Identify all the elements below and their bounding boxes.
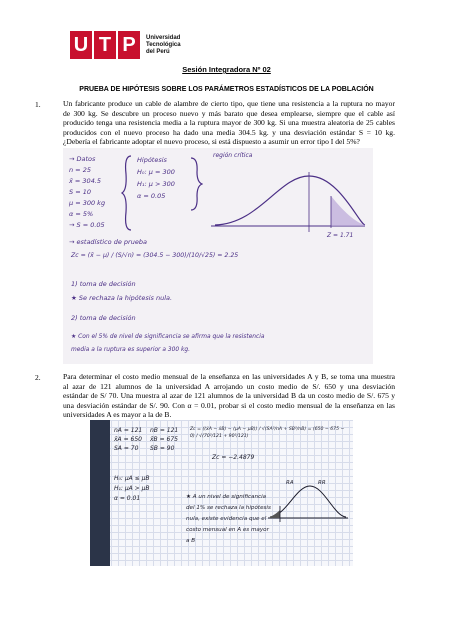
handwritten-solution-2 [90,420,353,566]
question-1-number: 1. [35,100,41,109]
logo-letter-u: U [70,31,92,59]
university-logo [70,30,181,60]
note2-conclusion: ★ A un nivel de significancia del 1% se rechaza la hipótesis nula, existe evidencia que el costo mensual en A es mayor a B [186,494,271,544]
question-2-number: 2. [35,373,41,382]
photo-edge [90,420,110,566]
note2-normal-curve [266,478,350,526]
normal-curve-plot [209,162,369,242]
brace-icon [189,156,203,212]
note2-zc: Zc = −2.4879 [212,454,255,461]
question-2-text: Para determinar el costo medio mensual de la enseñanza en las universidades A y B, se toma una muestra al azar de 121 alumnos de la universidad A arrojando un costo medio de S/. 650 y una desviación estándar de S/ 70. Una muestra al azar de 121 alumnos de la universidad B da un costo medio de S/. 675 y una desviación estándar de S/. 90. Con α = 0.01, probar si el costo medio mensual de la enseñanza en las universidades A es mayor a la de B. [63,372,395,420]
logo-wordmark: Universidad Tecnológica del Perú [146,34,181,55]
note1-hypotheses: Hipótesis H₀: μ = 300 H₁: μ > 300 α = 0.05 [137,156,175,200]
note1-formula: Zc = (x̄ − μ) / (S/√n) = (304.5 − 300)/(10/√25) = 2.25 [71,252,239,259]
note2-formula: Zc = ((x̄A − x̄B) − (μA − μB)) / √(SA²/nA + SB²/nB) = (650 − 675 − 0) / √(70²/121 + 90²/121) [190,427,345,439]
handwritten-solution-1 [63,148,373,364]
note2-hypotheses: H₀: μA ≤ μB H₁: μA > μB α = 0.01 [114,475,150,502]
region-label: región crítica [213,152,253,159]
document-heading: PRUEBA DE HIPÓTESIS SOBRE LOS PARÁMETROS ESTADÍSTICOS DE LA POBLACIÓN [79,86,374,93]
critical-z-label: Z = 1.71 [327,232,354,239]
rejection-region-label: RR [318,480,326,486]
note1-conclusion-line-2: media a la ruptura es superior a 300 kg. [71,347,190,353]
question-1-text: Un fabricante produce un cable de alambre de cierto tipo, que tiene una resistencia a la ruptura no mayor de 300 kg. Se descubre un proceso nuevo y más barato que desea emplearse, siempre que el cable así producido tenga una resistencia media a la ruptura mayor de 300 kg. Si una muestra aleatoria de 25 cables producidos con el nuevo proceso ha dado una media 304.5 kg. y una desviación estándar S = 10 kg. ¿Debería el fabricante adoptar el nuevo proceso, si está dispuesto a asumir un error tipo I del 5%? [63,99,395,147]
note1-decision: ★ Se rechaza la hipótesis nula. [71,294,173,302]
brace-icon [121,154,135,232]
note1-conclusion-line-1: ★ Con el 5% de nivel de significancia se afirma que la resistencia [71,334,265,340]
note1-data-column: → Datos n = 25 x̄ = 304.5 S = 10 μ = 300 kg α = 5% → S = 0.05 [69,155,106,229]
logo-letter-p: P [118,31,140,59]
acceptance-region-label: RA [286,480,294,486]
note1-decision-heading-2: 2) toma de decisión [71,314,136,322]
note2-data-b: nB = 121 x̄B = 675 SB = 90 [150,427,179,452]
note1-stat-title: → estadístico de prueba [69,238,147,246]
logo-letter-t: T [94,31,116,59]
note2-data-a: nA = 121 x̄A = 650 SA = 70 [114,427,143,452]
note1-decision-heading: 1) toma de decisión [71,280,136,288]
session-title: Sesión Integradora Nº 02 [182,65,271,74]
